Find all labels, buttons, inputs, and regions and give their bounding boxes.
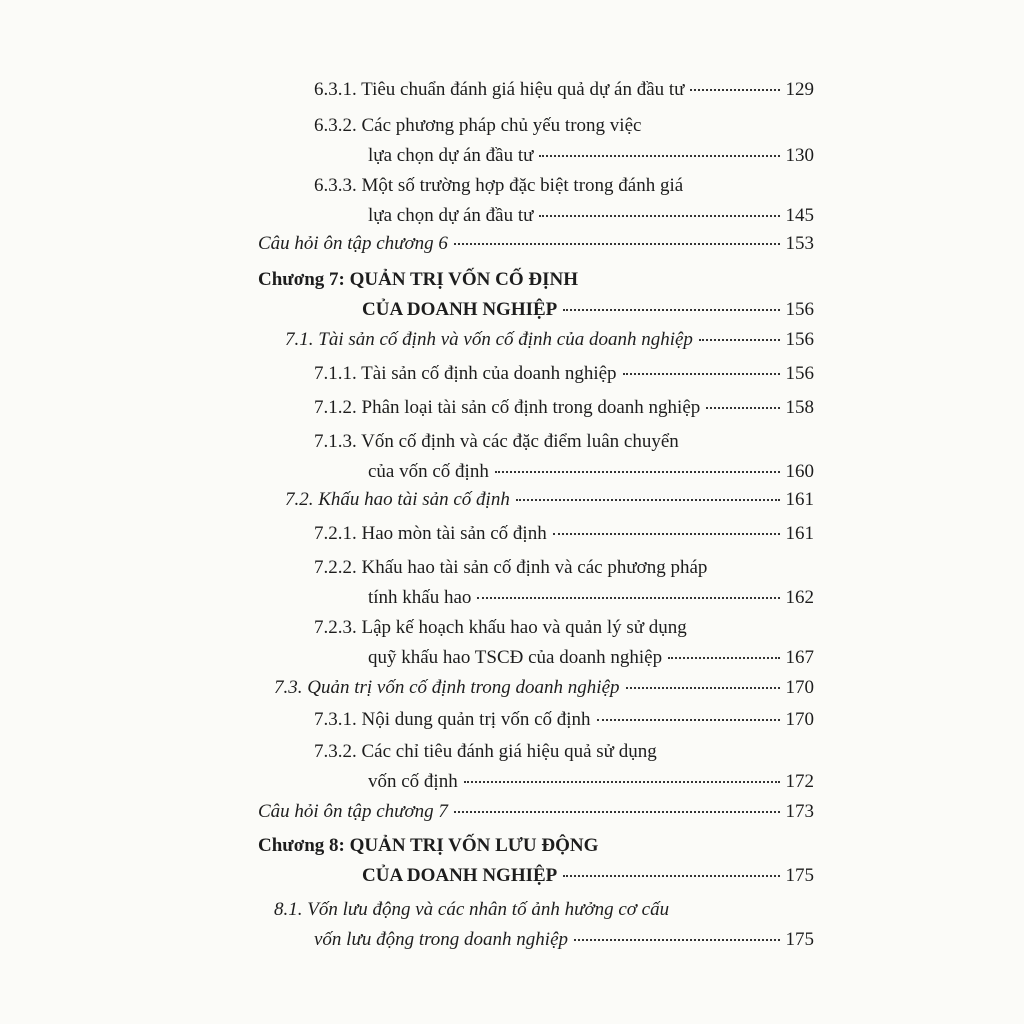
- toc-entry-line: [314, 556, 707, 580]
- toc-entry-title: 7.3.2. Các chỉ tiêu đánh giá hiệu quả sử dụng: [314, 741, 657, 762]
- page-number: 156: [785, 363, 814, 384]
- page-number: 173: [785, 801, 814, 822]
- dot-leader: [668, 657, 779, 659]
- toc-entry-title: 7.2.1. Hao mòn tài sản cố định: [314, 523, 547, 544]
- page-number: 130: [785, 145, 814, 166]
- toc-entry-title: vốn lưu động trong doanh nghiệp: [314, 929, 569, 950]
- toc-entry-title: 6.3.3. Một số trường hợp đặc biệt trong đánh giá: [314, 175, 684, 196]
- toc-entry-title: Câu hỏi ôn tập chương 7: [258, 801, 448, 822]
- toc-entry-title: lựa chọn dự án đầu tư: [368, 145, 534, 166]
- page-number: 158: [785, 397, 814, 418]
- page-number: 172: [785, 771, 814, 792]
- toc-entry: [314, 78, 814, 102]
- toc-entry-title: Câu hỏi ôn tập chương 6: [258, 233, 448, 254]
- toc-entry: [362, 298, 814, 322]
- toc-entry-title: 7.1.3. Vốn cố định và các đặc điểm luân chuyển: [314, 431, 679, 452]
- toc-entry-line: [314, 430, 679, 454]
- page-number: 156: [785, 329, 814, 350]
- toc-entry: [314, 362, 814, 386]
- toc-entry-title: 7.1.2. Phân loại tài sản cố định trong doanh nghiệp: [314, 397, 701, 418]
- toc-entry: [285, 328, 814, 352]
- toc-entry: [258, 232, 814, 256]
- page-number: 167: [785, 647, 814, 668]
- toc-entry: [368, 586, 814, 610]
- page-number: 175: [785, 865, 814, 886]
- dot-leader: [690, 89, 779, 91]
- toc-entry: [362, 864, 814, 888]
- toc-entry: [314, 708, 814, 732]
- toc-entry-line: [314, 616, 687, 640]
- dot-leader: [553, 533, 780, 535]
- dot-leader: [454, 243, 780, 245]
- toc-entry-title: 7.2.2. Khấu hao tài sản cố định và các phương pháp: [314, 557, 708, 578]
- dot-leader: [563, 309, 779, 311]
- toc-entry: [368, 204, 814, 228]
- toc-entry-title: 7.3.1. Nội dung quản trị vốn cố định: [314, 709, 591, 730]
- page-number: 170: [785, 709, 814, 730]
- page-number: 161: [785, 523, 814, 544]
- toc-entry: [314, 522, 814, 546]
- toc-entry-title: lựa chọn dự án đầu tư: [368, 205, 534, 226]
- dot-leader: [699, 339, 780, 341]
- page-number: 160: [785, 461, 814, 482]
- toc-entry-title: 7.3. Quản trị vốn cố định trong doanh nghiệp: [274, 677, 620, 698]
- toc-entry-title: 7.2.3. Lập kế hoạch khấu hao và quản lý sử dụng: [314, 617, 687, 638]
- page-number: 161: [785, 489, 814, 510]
- dot-leader: [563, 875, 779, 877]
- toc-entry-title: tính khấu hao: [368, 587, 472, 608]
- toc-entry-title: 8.1. Vốn lưu động và các nhân tố ảnh hưởng cơ cấu: [274, 899, 670, 920]
- toc-entry-title: 7.1.1. Tài sản cố định của doanh nghiệp: [314, 363, 617, 384]
- dot-leader: [464, 781, 780, 783]
- toc-entry-line: [314, 114, 641, 138]
- dot-leader: [706, 407, 779, 409]
- toc-entry-title: Chương 8: QUẢN TRỊ VỐN LƯU ĐỘNG: [258, 835, 599, 856]
- toc-entry-line: [258, 268, 578, 292]
- dot-leader: [626, 687, 780, 689]
- dot-leader: [454, 811, 780, 813]
- dot-leader: [539, 215, 779, 217]
- toc-entry-title: quỹ khấu hao TSCĐ của doanh nghiệp: [368, 647, 663, 668]
- toc-entry-title: 7.2. Khấu hao tài sản cố định: [285, 489, 510, 510]
- toc-entry-title: vốn cố định: [368, 771, 458, 792]
- page-number: 156: [785, 299, 814, 320]
- toc-entry-line: [314, 174, 683, 198]
- toc-entry: [285, 488, 814, 512]
- dot-leader: [574, 939, 779, 941]
- dot-leader: [516, 499, 780, 501]
- toc-entry-title: Chương 7: QUẢN TRỊ VỐN CỐ ĐỊNH: [258, 269, 578, 290]
- toc-entry: [368, 646, 814, 670]
- toc-entry-line: [258, 834, 598, 858]
- page-number: 129: [785, 79, 814, 100]
- toc-entry-line: [314, 740, 657, 764]
- toc-entry-title: 6.3.2. Các phương pháp chủ yếu trong việc: [314, 115, 642, 136]
- toc-entry: [368, 460, 814, 484]
- dot-leader: [597, 719, 780, 721]
- dot-leader: [495, 471, 780, 473]
- page-number: 170: [785, 677, 814, 698]
- toc-entry-title: của vốn cố định: [368, 461, 489, 482]
- dot-leader: [539, 155, 779, 157]
- dot-leader: [623, 373, 780, 375]
- page-number: 153: [785, 233, 814, 254]
- page-number: 162: [785, 587, 814, 608]
- toc-entry-title: 7.1. Tài sản cố định và vốn cố định của doanh nghiệp: [285, 329, 693, 350]
- toc-entry: [258, 800, 814, 824]
- toc-entry: [314, 396, 814, 420]
- toc-entry-title: CỦA DOANH NGHIỆP: [362, 865, 558, 886]
- toc-entry-title: 6.3.1. Tiêu chuẩn đánh giá hiệu quả dự án đầu tư: [314, 79, 685, 100]
- toc-entry: [368, 770, 814, 794]
- toc-entry-line: [274, 898, 669, 922]
- dot-leader: [477, 597, 779, 599]
- page-number: 145: [785, 205, 814, 226]
- toc-entry-title: CỦA DOANH NGHIỆP: [362, 299, 558, 320]
- page-number: 175: [785, 929, 814, 950]
- toc-entry: [274, 676, 814, 700]
- toc-entry: [314, 928, 814, 952]
- toc-entry: [368, 144, 814, 168]
